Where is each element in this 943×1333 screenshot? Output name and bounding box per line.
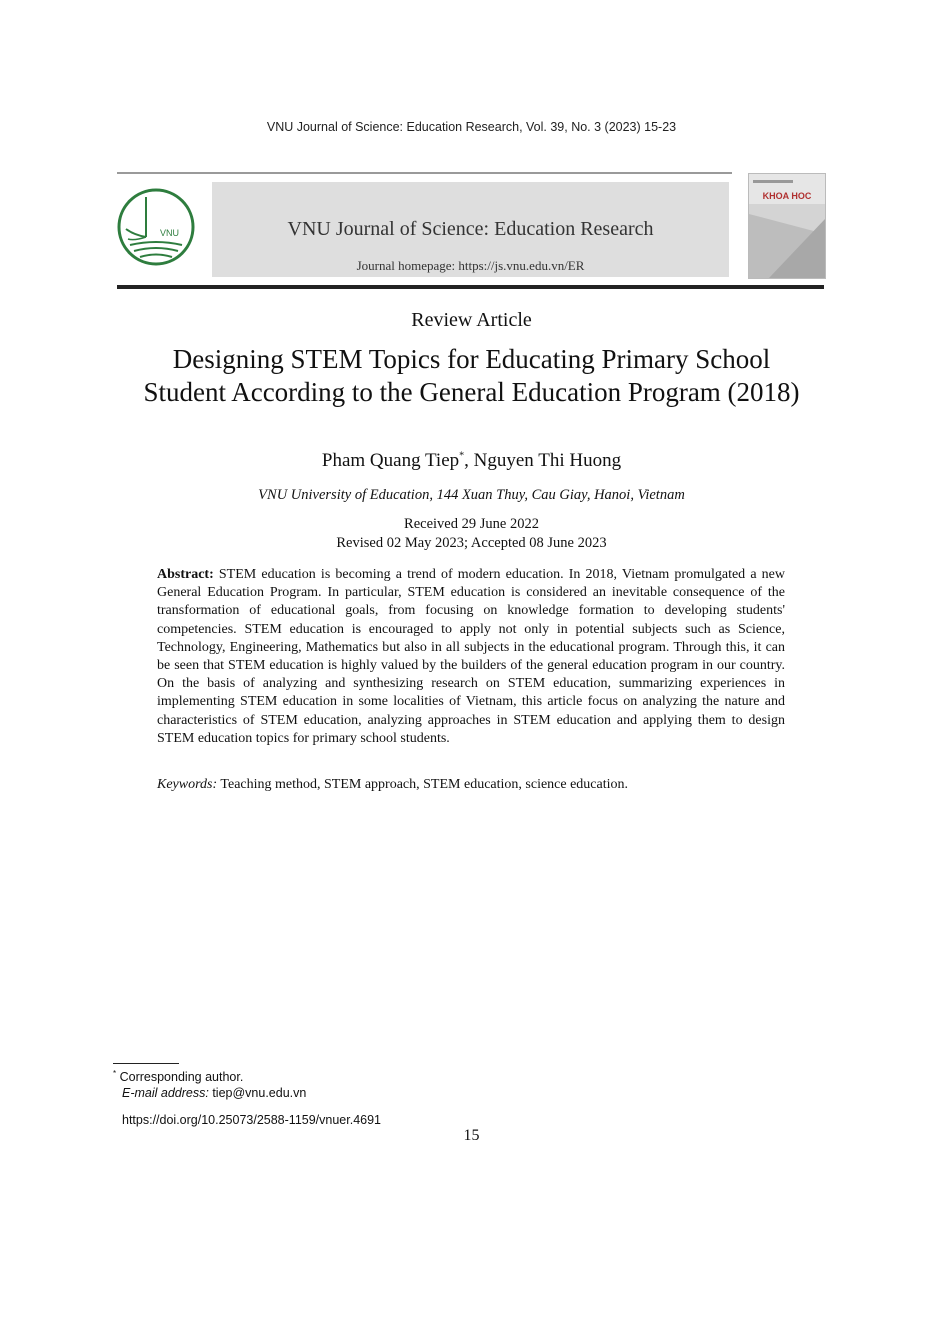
corresponding-author-label: Corresponding author. — [116, 1070, 244, 1085]
email-label: E-mail address: — [122, 1086, 209, 1100]
journal-title: VNU Journal of Science: Education Research — [287, 218, 654, 240]
article-dates — [0, 515, 943, 553]
affiliation: VNU University of Education, 144 Xuan Thuy, Cau Giay, Hanoi, Vietnam — [258, 487, 685, 503]
article-title — [60, 343, 883, 409]
footnote-email — [122, 1086, 306, 1100]
abstract — [157, 566, 785, 748]
author-list — [0, 450, 943, 472]
journal-homepage[interactable]: Journal homepage: https://js.vnu.edu.vn/ER — [356, 258, 585, 273]
abstract-text: STEM education is becoming a trend of modern education. In 2018, Vietnam promulgated a new General Education Program. In particular, STEM education is considered an inevitable consequence of the transformation of educational goals, from focusing on knowledge formation to developing students' competencies. STEM education is encouraged to apply not only in potential subjects such as Science, Technology, Engineering, Mathematics but also in all subjects in the educational program. Through this, it can be seen that STEM education is highly valued by the builders of the general education program in our country. On the basis of analyzing and synthesizing research on STEM education, summarizing experiences in implementing STEM education in some localities of Vietnam, this article focus on analyzing the nature and characteristics of STEM education, analyzing approaches in STEM education and applying them to design STEM education topics for primary school students. — [157, 567, 785, 746]
logo-text: VNU — [160, 228, 180, 238]
keywords-label: Keywords: — [157, 777, 218, 792]
banner-bottom-rule — [117, 285, 824, 289]
banner-top-rule — [117, 172, 732, 174]
page-number: 15 — [463, 1127, 480, 1144]
keywords-text: Teaching method, STEM approach, STEM education, science education. — [217, 777, 629, 792]
abstract-label: Abstract: — [157, 567, 214, 582]
revised-accepted-date: Revised 02 May 2023; Accepted 08 June 2023 — [336, 535, 607, 551]
keywords — [157, 777, 785, 793]
footnote-corresponding — [113, 1069, 243, 1084]
cover-title: KHOA HOC — [762, 191, 812, 201]
running-header: VNU Journal of Science: Education Research, Vol. 39, No. 3 (2023) 15-23 — [266, 120, 677, 134]
author-rest: , Nguyen Thi Huong — [464, 450, 622, 471]
title-line-1: Designing STEM Topics for Educating Primary School — [172, 344, 771, 374]
corresponding-mark: * — [459, 450, 465, 462]
article-type: Review Article — [411, 309, 532, 331]
footnote-mark: * — [113, 1069, 117, 1078]
journal-cover-image — [748, 173, 826, 279]
author-first: Pham Quang Tiep — [321, 450, 460, 471]
title-line-2: Student According to the General Education Program (2018) — [143, 377, 800, 407]
email-address[interactable]: tiep@vnu.edu.vn — [208, 1086, 307, 1100]
footnote-rule — [113, 1063, 179, 1064]
vnu-logo-icon — [116, 185, 196, 269]
doi-link[interactable]: https://doi.org/10.25073/2588-1159/vnuer.4691 — [122, 1113, 382, 1127]
received-date: Received 29 June 2022 — [404, 516, 539, 532]
